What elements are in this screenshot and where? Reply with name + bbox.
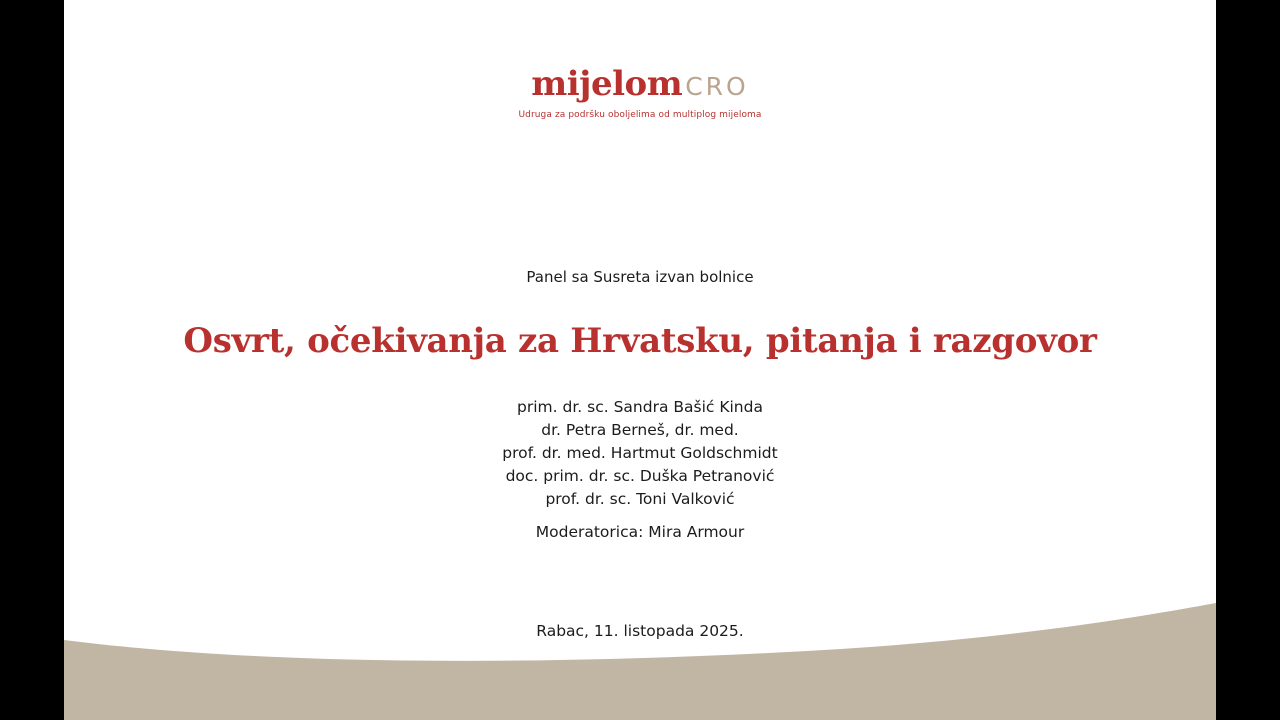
panelist-name: prim. dr. sc. Sandra Bašić Kinda (517, 398, 763, 416)
letterbox-left (0, 0, 64, 720)
panelist-name: dr. Petra Berneš, dr. med. (541, 421, 739, 439)
moderator-line: Moderatorica: Mira Armour (535, 523, 745, 541)
place-and-date: Rabac, 11. listopada 2025. (536, 622, 744, 640)
slide-subtitle: Panel sa Susreta izvan bolnice (526, 268, 754, 286)
logo-tagline: Udruga za podršku oboljelima od multiplog mijeloma (518, 110, 762, 120)
presentation-slide (64, 0, 1216, 720)
brand-logo (64, 64, 1216, 120)
letterbox-right (1216, 0, 1280, 720)
panelist-name: doc. prim. dr. sc. Duška Petranović (505, 467, 775, 485)
panelist-name: prof. dr. med. Hartmut Goldschmidt (502, 444, 778, 462)
logo-wordmark: mijelom (531, 64, 683, 104)
panelist-name: prof. dr. sc. Toni Valković (545, 490, 735, 508)
panelist-list (64, 396, 1216, 511)
logo-country-code: CRO (685, 72, 749, 101)
slide-title: Osvrt, očekivanja za Hrvatsku, pitanja i razgovor (183, 321, 1097, 361)
